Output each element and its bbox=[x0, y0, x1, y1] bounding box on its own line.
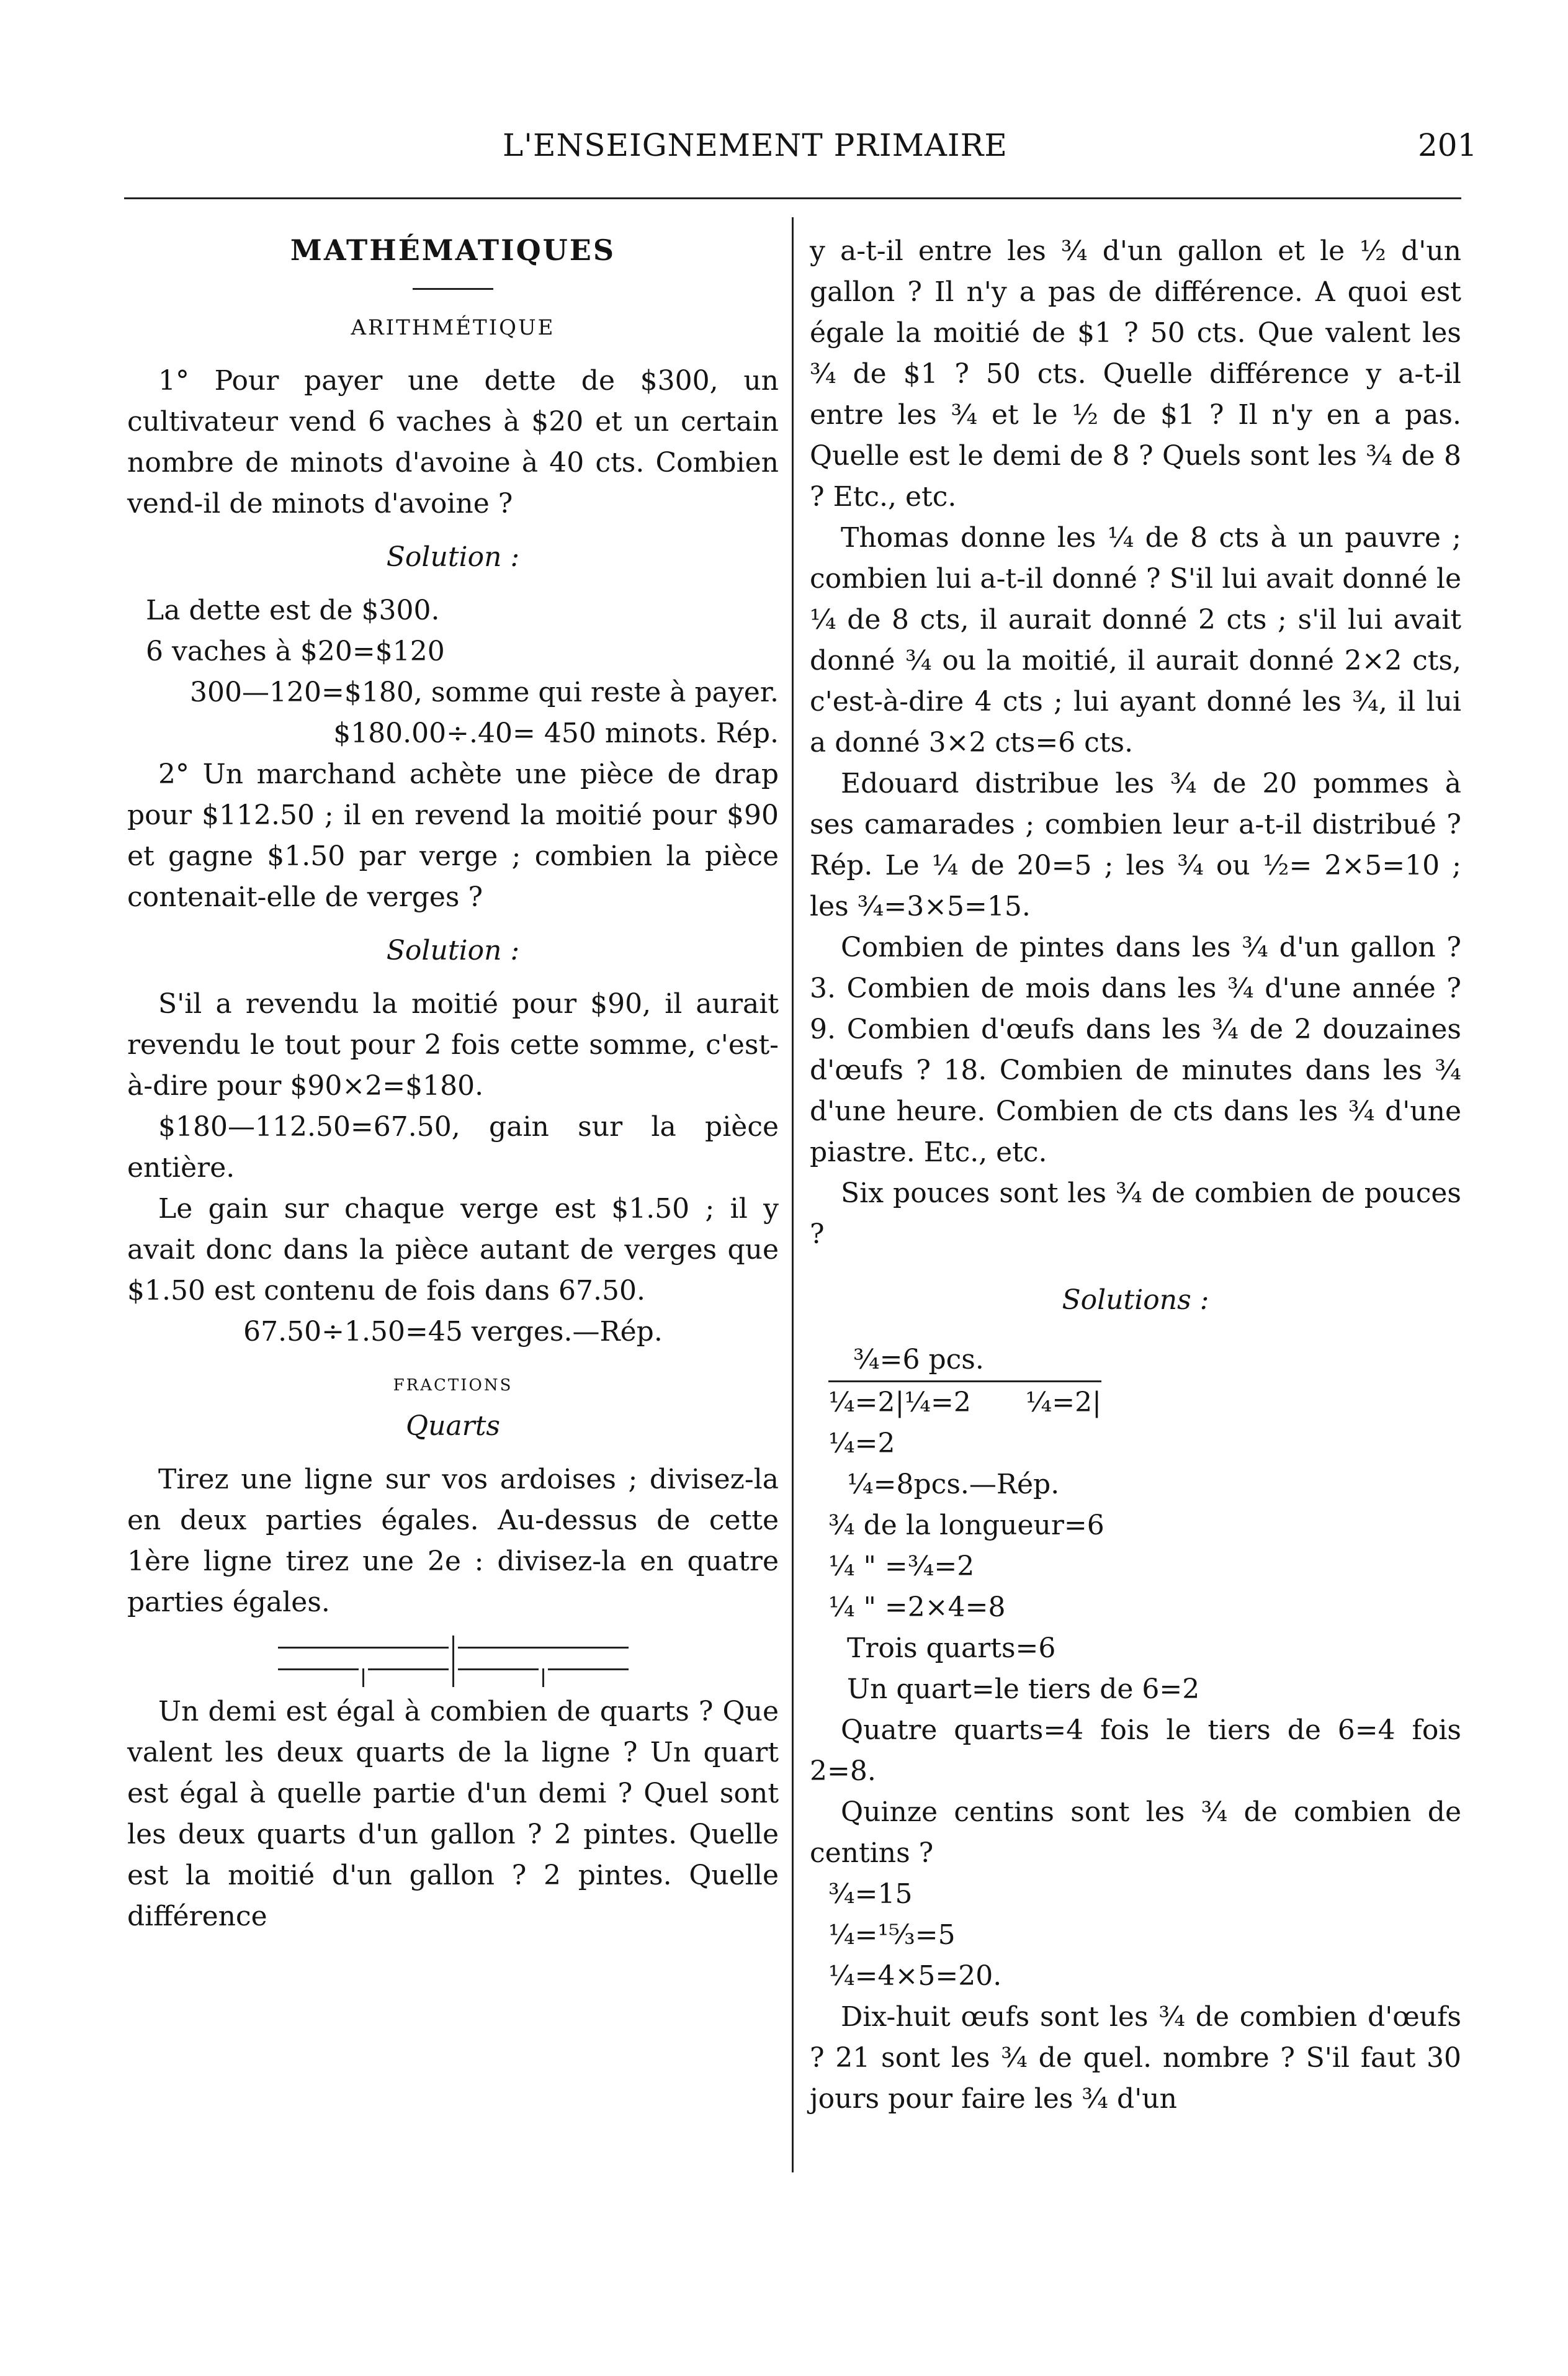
solution-division-row: ¼=2|¼=2 ¼=2|¼=2 bbox=[828, 1380, 1101, 1464]
right-para-1: y a-t-il entre les ¾ d'un gallon et le ½ d'un gallon ? Il n'y a pas de différence. A quoi est égale la moitié de $1 ? 50 cts. Que valent les ¾ de $1 ? 50 cts. Quelle différence y a-t-il entre les ¾ et le ½ de $1 ? Il n'y en a pas. Quelle est le demi de 8 ? Quels sont les ¾ de 8 ? Etc., etc. bbox=[810, 235, 1461, 513]
solution-line-7: Quatre quarts=4 fois le tiers de 6=4 fois 2=8. bbox=[810, 1714, 1461, 1787]
solution-label-2: Solution : bbox=[386, 935, 520, 966]
solution-1-line-2: 6 vaches à $20=$120 bbox=[146, 636, 445, 667]
quinze-line-3: ¼=4×5=20. bbox=[828, 1960, 1002, 1992]
solution-2-para-4: 67.50÷1.50=45 verges.—Rép. bbox=[243, 1316, 663, 1348]
solution-line-3: ¼ " =¾=2 bbox=[828, 1550, 975, 1582]
quarts-title: Quarts bbox=[406, 1410, 500, 1442]
right-para-6: Quinze centins sont les ¾ de combien de centins ? bbox=[810, 1796, 1461, 1869]
quinze-line-2: ¼=¹⁵⁄₃=5 bbox=[828, 1919, 956, 1951]
quarts-para-1: Tirez une ligne sur vos ardoises ; divisez-la en deux parties égales. Au-dessus de cette 1ère ligne tirez une 2e : divisez-la en quatre parties égales. bbox=[127, 1464, 779, 1618]
quinze-solution bbox=[810, 1874, 1461, 1997]
solutions-label: Solutions : bbox=[1062, 1284, 1209, 1316]
solution-line-5: Trois quarts=6 bbox=[847, 1632, 1056, 1664]
running-header: L'ENSEIGNEMENT PRIMAIRE bbox=[503, 127, 1008, 163]
solution-1-line-1: La dette est de $300. bbox=[146, 595, 440, 626]
solution-line-2: ¾ de la longueur=6 bbox=[828, 1510, 1104, 1541]
quinze-line-1: ¾=15 bbox=[828, 1878, 913, 1910]
solution-line-6: Un quart=le tiers de 6=2 bbox=[847, 1673, 1200, 1705]
column-divider bbox=[792, 217, 794, 2172]
fractions-title: FRACTIONS bbox=[393, 1376, 513, 1395]
header-rule bbox=[124, 197, 1461, 199]
right-column bbox=[810, 231, 1461, 2120]
section-title: MATHÉMATIQUES bbox=[290, 233, 616, 267]
line-division-diagram bbox=[127, 1636, 779, 1679]
solutions-block bbox=[810, 1339, 1461, 1710]
solution-line-4: ¼ " =2×4=8 bbox=[828, 1591, 1006, 1623]
right-para-3: Edouard distribue les ¾ de 20 pommes à ses camarades ; combien leur a-t-il distribué ? Rép. Le ¼ de 20=5 ; les ¾ ou ½= 2×5=10 ; les ¾=3×5=15. bbox=[810, 768, 1461, 922]
right-para-7: Dix-huit œufs sont les ¾ de combien d'œufs ? 21 sont les ¾ de quel. nombre ? S'il faut 30 jours pour faire les ¾ d'un bbox=[810, 2001, 1461, 2115]
solution-top: ¾=6 pcs. bbox=[853, 1344, 984, 1375]
quarts-para-2: Un demi est égal à combien de quarts ? Que valent les deux quarts de la ligne ? Un quart est égal à quelle partie d'un demi ? Quel sont les deux quarts d'un gallon ? 2 pintes. Quelle est la moitié d'un gallon ? 2 pintes. Quelle différence bbox=[127, 1696, 779, 1932]
solution-2-para-3: Le gain sur chaque verge est $1.50 ; il y avait donc dans la pièce autant de verges que $1.50 est contenu de fois dans 67.50. bbox=[127, 1193, 779, 1307]
subsection-title: ARITHMÉTIQUE bbox=[351, 315, 555, 340]
solution-result: ¼=8pcs.—Rép. bbox=[847, 1469, 1060, 1500]
left-column bbox=[127, 230, 779, 1937]
solution-2-para-2: $180—112.50=67.50, gain sur la pièce entière. bbox=[127, 1111, 779, 1184]
right-para-4: Combien de pintes dans les ¾ d'un gallon ? 3. Combien de mois dans les ¾ d'une année ? 9. Combien d'œufs dans les ¾ de 2 douzaines d'œufs ? 18. Combien de minutes dans les ¾ d'une heure. Combien de cts dans les ¾ d'une piastre. Etc., etc. bbox=[810, 932, 1461, 1168]
solution-1-line-3: 300—120=$180, somme qui reste à payer. bbox=[190, 677, 779, 708]
title-rule bbox=[413, 288, 493, 290]
page-number: 201 bbox=[1418, 127, 1477, 163]
solution-label: Solution : bbox=[386, 541, 520, 573]
solution-2-para-1: S'il a revendu la moitié pour $90, il aurait revendu le tout pour 2 fois cette somme, c'est-à-dire pour $90×2=$180. bbox=[127, 988, 779, 1102]
right-para-2: Thomas donne les ¼ de 8 cts à un pauvre ; combien lui a-t-il donné ? S'il lui avait donné le ¼ de 8 cts, il aurait donné 2 cts ; s'il lui avait donné ¾ ou la moitié, il aurait donné 2×2 cts, c'est-à-dire 4 cts ; lui ayant donné les ¾, il lui a donné 3×2 cts=6 cts. bbox=[810, 522, 1461, 758]
right-para-5: Six pouces sont les ¾ de combien de pouces ? bbox=[810, 1177, 1461, 1250]
problem-1: 1° Pour payer une dette de $300, un cultivateur vend 6 vaches à $20 et un certain nombre de minots d'avoine à 40 cts. Combien vend-il de minots d'avoine ? bbox=[127, 365, 779, 520]
solution-1-line-4: $180.00÷.40= 450 minots. Rép. bbox=[333, 718, 779, 749]
problem-2: 2° Un marchand achète une pièce de drap pour $112.50 ; il en revend la moitié pour $90 et gagne $1.50 par verge ; combien la pièce contenait-elle de verges ? bbox=[127, 758, 779, 913]
